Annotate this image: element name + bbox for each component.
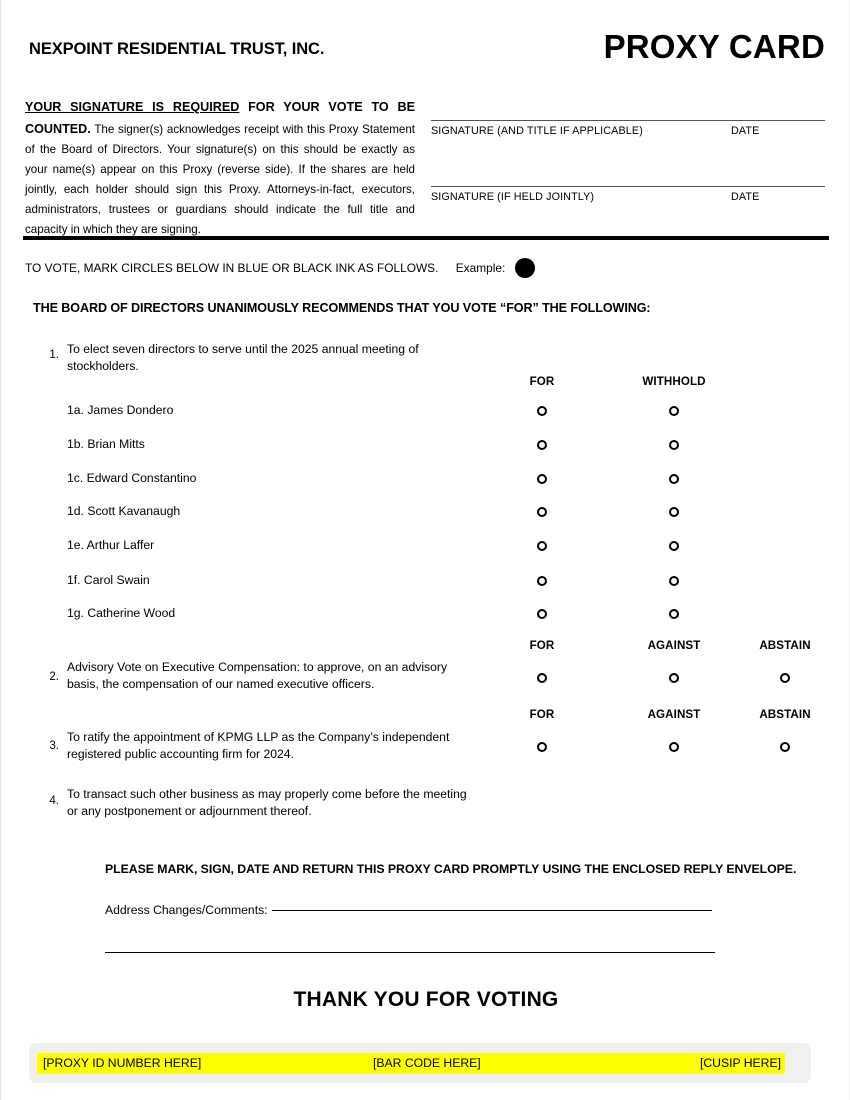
company-name: NEXPOINT RESIDENTIAL TRUST, INC. [29, 40, 325, 58]
vote-bubble-1d-withhold[interactable] [669, 507, 679, 517]
proposal-text-4: To transact such other business as may properly come before the meeting or any postponement or adjournment thereof. [67, 787, 467, 819]
address-changes-field[interactable] [105, 903, 712, 917]
signature-joint-label: SIGNATURE (IF HELD JOINTLY) [431, 191, 595, 203]
column-header-abstain: ABSTAIN [759, 639, 811, 652]
column-header-withhold: WITHHOLD [642, 375, 706, 388]
vote-bubble-1a-for[interactable] [537, 406, 547, 416]
vote-bubble-3-abstain[interactable] [780, 742, 790, 752]
filled-circle-example-icon [515, 258, 535, 278]
column-header-abstain: ABSTAIN [759, 708, 811, 721]
vote-bubble-3-for[interactable] [537, 742, 547, 752]
signature-row-primary[interactable] [431, 120, 825, 145]
vote-bubble-1c-withhold[interactable] [669, 474, 679, 484]
signature-spacer [431, 145, 825, 186]
vote-bubble-1a-withhold[interactable] [669, 406, 679, 416]
vote-bubble-1f-withhold[interactable] [669, 576, 679, 586]
vote-instructions [25, 258, 535, 278]
signature-row-joint[interactable] [431, 186, 825, 211]
signature-primary-date-label: DATE [731, 125, 760, 137]
vote-bubble-1e-for[interactable] [537, 541, 547, 551]
nominee-label-4: 1d. Scott Kavanaugh [67, 504, 181, 518]
cusip-placeholder: [CUSIP HERE] [699, 1056, 781, 1070]
vote-bubble-1b-for[interactable] [537, 440, 547, 450]
nominee-label-5: 1e. Arthur Laffer [67, 538, 155, 552]
vote-bubble-1c-for[interactable] [537, 474, 547, 484]
section-divider [23, 236, 829, 240]
vote-bubble-2-abstain[interactable] [780, 673, 790, 683]
bar-code-placeholder: [BAR CODE HERE] [373, 1056, 481, 1070]
vote-bubble-1g-for[interactable] [537, 609, 547, 619]
proposal-text-2: Advisory Vote on Executive Compensation: to approve, on an advisory basis, the compensation of our named executive officers. [67, 660, 448, 692]
proposal-number-2: 2. [49, 670, 59, 683]
thank-you-message: THANK YOU FOR VOTING [293, 988, 559, 1011]
column-header-against: AGAINST [647, 708, 701, 721]
column-header-for: FOR [529, 708, 555, 721]
signature-block [431, 120, 825, 211]
proposal-number-3: 3. [49, 739, 59, 752]
footer-highlight-strip [37, 1053, 785, 1074]
proposal-number-4: 4. [49, 794, 59, 807]
signature-instructions-body: The signer(s) acknowledges receipt with this Proxy Statement of the Board of Directors. Your signature(s) on this should be exactly as your name(s) appear on this Proxy (reverse side). If the shares are held jointly, each holder should sign this Proxy. Attorneys-in-fact, executors, administrators, trustees or guardians should indicate the full title and capacity in which they are signing. [25, 122, 415, 237]
signature-line-joint[interactable] [431, 186, 825, 187]
signature-line-primary[interactable] [431, 120, 825, 121]
signature-required-rest: FOR YOUR VOTE TO BE COUNTED. [25, 100, 415, 136]
vote-bubble-2-against[interactable] [669, 673, 679, 683]
masthead [29, 28, 825, 76]
column-header-for: FOR [529, 375, 555, 388]
nominee-label-1: 1a. James Dondero [67, 403, 174, 417]
column-header-for: FOR [529, 639, 555, 652]
signature-required-underline: YOUR SIGNATURE IS REQUIRED [25, 100, 240, 114]
vote-bubble-1d-for[interactable] [537, 507, 547, 517]
proxy-id-placeholder: [PROXY ID NUMBER HERE] [43, 1056, 202, 1070]
signature-primary-label: SIGNATURE (AND TITLE IF APPLICABLE) [431, 125, 643, 137]
address-changes-label: Address Changes/Comments: [105, 903, 268, 917]
example-label: Example: [455, 261, 506, 275]
signature-joint-date-label: DATE [731, 191, 760, 203]
vote-bubble-1f-for[interactable] [537, 576, 547, 586]
proposal-number-1: 1. [49, 348, 59, 361]
vote-bubble-2-for[interactable] [537, 673, 547, 683]
proposal-text-3: To ratify the appointment of KPMG LLP as the Company’s independent registered public accounting firm for 2024. [67, 730, 450, 762]
vote-bubble-1e-withhold[interactable] [669, 541, 679, 551]
nominee-label-6: 1f. Carol Swain [67, 573, 150, 587]
vote-bubble-1b-withhold[interactable] [669, 440, 679, 450]
nominee-label-7: 1g. Catherine Wood [67, 606, 176, 620]
board-recommendation: THE BOARD OF DIRECTORS UNANIMOUSLY RECOMMENDS THAT YOU VOTE “FOR” THE FOLLOWING: [33, 301, 651, 315]
page-title: PROXY CARD [603, 28, 825, 65]
signature-instructions [25, 97, 415, 240]
proposal-text-1: To elect seven directors to serve until the 2025 annual meeting of stockholders. [67, 342, 419, 374]
please-mark-notice: PLEASE MARK, SIGN, DATE AND RETURN THIS PROXY CARD PROMPTLY USING THE ENCLOSED REPLY ENVELOPE. [105, 862, 797, 876]
vote-instructions-text: TO VOTE, MARK CIRCLES BELOW IN BLUE OR BLACK INK AS FOLLOWS. [25, 261, 439, 275]
vote-bubble-1g-withhold[interactable] [669, 609, 679, 619]
vote-bubble-3-against[interactable] [669, 742, 679, 752]
nominee-label-3: 1c. Edward Constantino [67, 471, 197, 485]
address-changes-input-line-2[interactable] [105, 952, 715, 953]
address-changes-input-line-1[interactable] [272, 910, 712, 911]
nominee-label-2: 1b. Brian Mitts [67, 437, 145, 451]
column-header-against: AGAINST [647, 639, 701, 652]
